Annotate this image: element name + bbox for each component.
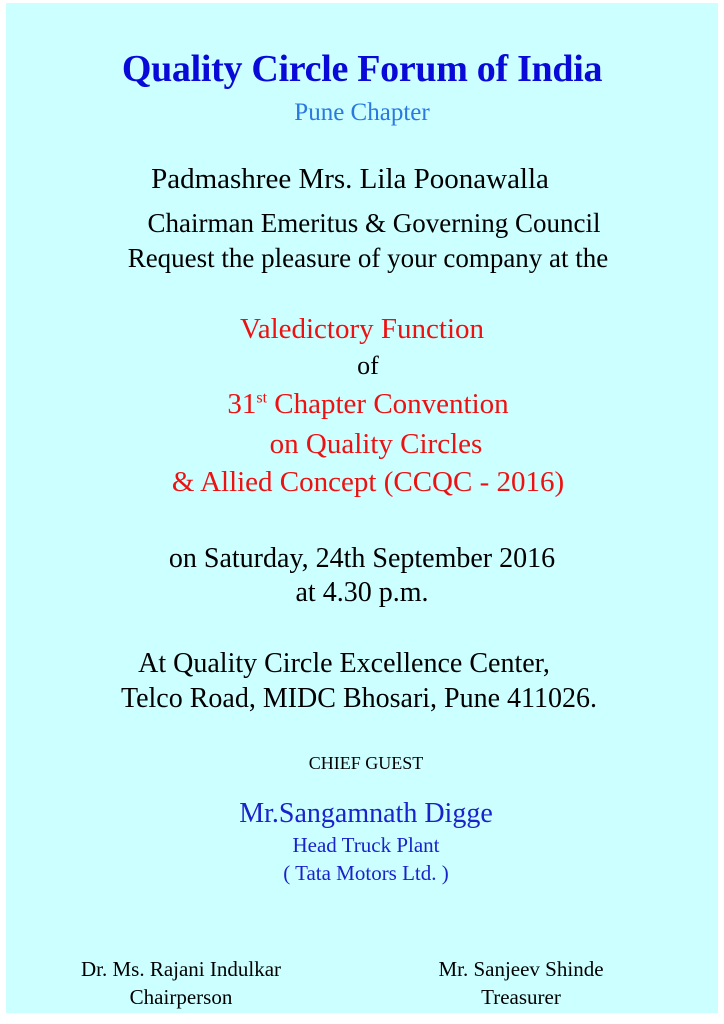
event-title: Valedictory Function xyxy=(239,313,485,345)
invitation-card xyxy=(6,3,718,1013)
signatory-name: Mr. Sanjeev Shinde xyxy=(438,957,604,981)
signatory-role: Chairperson xyxy=(129,985,233,1009)
signatory-chairperson xyxy=(46,955,316,1011)
convention-line-2: on Quality Circles xyxy=(269,428,483,460)
host-name: Padmashree Mrs. Lila Poonawalla xyxy=(151,163,549,195)
host-role: Chairman Emeritus & Governing Council xyxy=(147,208,601,238)
convention-line xyxy=(12,388,724,421)
chief-guest-title: Head Truck Plant xyxy=(292,833,440,857)
convention-suffix: st xyxy=(256,389,268,407)
venue-line-1: At Quality Circle Excellence Center, xyxy=(138,648,550,679)
signatory-treasurer xyxy=(396,955,646,1011)
event-time: at 4.30 p.m. xyxy=(295,577,429,608)
chief-guest-organization: ( Tata Motors Ltd. ) xyxy=(283,861,449,885)
chief-guest-label: CHIEF GUEST xyxy=(308,753,424,773)
organization-title: Quality Circle Forum of India xyxy=(121,48,603,90)
request-line: Request the pleasure of your company at the xyxy=(127,243,609,273)
chief-guest-name: Mr.Sangamnath Digge xyxy=(239,798,493,829)
convention-line-3: & Allied Concept (CCQC - 2016) xyxy=(171,466,565,498)
signatory-name: Dr. Ms. Rajani Indulkar xyxy=(80,957,282,981)
event-date: on Saturday, 24th September 2016 xyxy=(168,543,556,574)
convention-name: Chapter Convention xyxy=(267,388,509,420)
event-connector: of xyxy=(357,351,379,380)
chapter-subtitle: Pune Chapter xyxy=(294,99,430,126)
venue-line-2: Telco Road, MIDC Bhosari, Pune 411026. xyxy=(120,683,598,714)
signatory-role: Treasurer xyxy=(481,985,561,1009)
convention-number: 31 xyxy=(227,388,257,420)
